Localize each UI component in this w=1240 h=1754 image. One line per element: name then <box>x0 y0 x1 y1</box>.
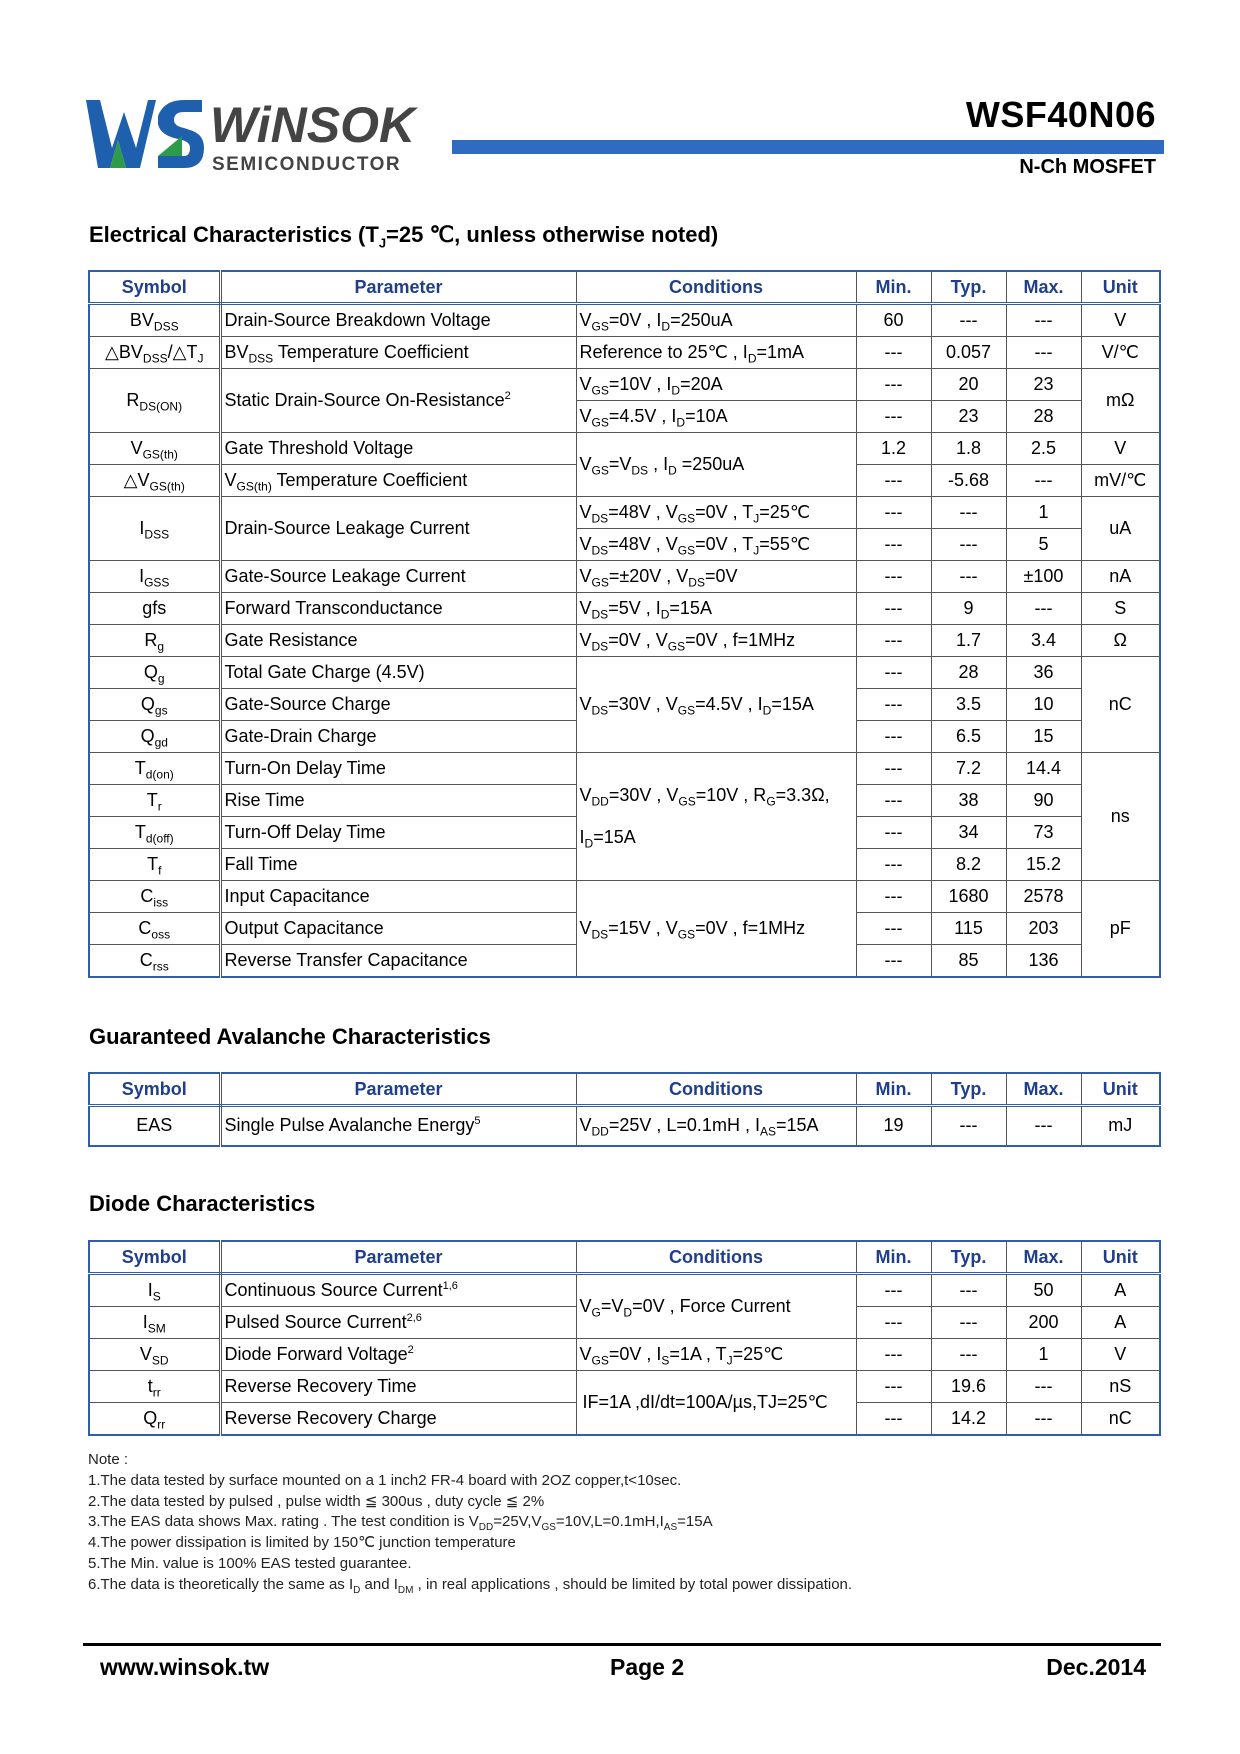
unit-cell: V/℃ <box>1081 337 1160 369</box>
symbol-cell: $C_{rss}$ <box>89 945 220 978</box>
parameter-cell: Reverse Transfer Capacitance <box>220 945 576 978</box>
unit-cell: mV/℃ <box>1081 465 1160 497</box>
conditions-cell: $V_{DS}=48V$ , $V_{GS}=0V$ , $T_J=25℃$ <box>576 497 856 529</box>
max-cell: --- <box>1006 304 1081 337</box>
footer-date: Dec.2014 <box>1046 1654 1146 1680</box>
parameter-cell: Turn-Off Delay Time <box>220 817 576 849</box>
symbol-cell: $R_g$ <box>89 625 220 657</box>
symbol-cell: $T_{d(off)}$ <box>89 817 220 849</box>
max-cell: 50 <box>1006 1274 1081 1307</box>
typ-cell: 7.2 <box>931 753 1006 785</box>
avalanche-table <box>88 1072 1161 1147</box>
symbol-cell: $V_{SD}$ <box>89 1339 220 1371</box>
symbol-cell: $I_{DSS}$ <box>89 497 220 561</box>
max-cell: 36 <box>1006 657 1081 689</box>
avalanche-section-title: Guaranteed Avalanche Characteristics <box>89 1024 491 1049</box>
header-accent-bar <box>452 140 1164 154</box>
parameter-cell: Single Pulse Avalanche Energy$^5$ <box>220 1106 576 1146</box>
min-cell: --- <box>856 497 931 529</box>
typ-cell: 1.7 <box>931 625 1006 657</box>
electrical-table <box>88 270 1161 978</box>
footer-divider <box>83 1643 1161 1646</box>
conditions-cell: Reference to 25℃ , $I_D=1mA$ <box>576 337 856 369</box>
table-row <box>89 497 1160 529</box>
typ-cell: 85 <box>931 945 1006 978</box>
min-cell: --- <box>856 561 931 593</box>
note-5: 5.The Min. value is 100% EAS tested guarantee. <box>88 1554 412 1572</box>
symbol-cell: $V_{GS(th)}$ <box>89 433 220 465</box>
col-parameter: Parameter <box>220 1241 576 1274</box>
typ-cell: -5.68 <box>931 465 1006 497</box>
min-cell: --- <box>856 817 931 849</box>
max-cell: --- <box>1006 1106 1081 1146</box>
min-cell: --- <box>856 337 931 369</box>
unit-cell: A <box>1081 1307 1160 1339</box>
col-max: Max. <box>1006 1241 1081 1274</box>
table-row <box>89 433 1160 465</box>
max-cell: 136 <box>1006 945 1081 978</box>
unit-cell: V <box>1081 1339 1160 1371</box>
min-cell: --- <box>856 945 931 978</box>
table-row <box>89 1106 1160 1146</box>
diode-section-title: Diode Characteristics <box>89 1191 316 1216</box>
parameter-cell: Gate-Source Leakage Current <box>220 561 576 593</box>
conditions-cell: $V_{GS}=0V$ , $I_D=250uA$ <box>576 304 856 337</box>
max-cell: --- <box>1006 593 1081 625</box>
max-cell: 90 <box>1006 785 1081 817</box>
diode-table <box>88 1240 1161 1436</box>
max-cell: 1 <box>1006 1339 1081 1371</box>
table-row <box>89 625 1160 657</box>
footer-website: www.winsok.tw <box>100 1654 270 1680</box>
conditions-cell: $V_{DD}=30V$ , $V_{GS}=10V$ , $R_G=3.3\Omega$, $I_D=15A$ <box>576 753 856 881</box>
typ-cell: 38 <box>931 785 1006 817</box>
table-row <box>89 561 1160 593</box>
conditions-cell: $V_G=V_D=0V$ , Force Current <box>576 1274 856 1339</box>
max-cell: --- <box>1006 465 1081 497</box>
unit-cell: nC <box>1081 1403 1160 1436</box>
parameter-cell: Input Capacitance <box>220 881 576 913</box>
col-min: Min. <box>856 1073 931 1106</box>
conditions-cell: $V_{GS}=10V$ , $I_D=20A$ <box>576 369 856 401</box>
parameter-cell: Fall Time <box>220 849 576 881</box>
symbol-cell: $I_S$ <box>89 1274 220 1307</box>
table-row <box>89 657 1160 689</box>
max-cell: 73 <box>1006 817 1081 849</box>
parameter-cell: Gate Resistance <box>220 625 576 657</box>
table-row <box>89 1274 1160 1307</box>
conditions-cell: $V_{GS}=\pm 20V$ , $V_{DS}=0V$ <box>576 561 856 593</box>
parameter-cell: Gate Threshold Voltage <box>220 433 576 465</box>
table-row <box>89 753 1160 785</box>
unit-cell: mJ <box>1081 1106 1160 1146</box>
symbol-cell: $T_r$ <box>89 785 220 817</box>
max-cell: 28 <box>1006 401 1081 433</box>
unit-cell: V <box>1081 304 1160 337</box>
parameter-cell: Total Gate Charge (4.5V) <box>220 657 576 689</box>
min-cell: --- <box>856 529 931 561</box>
typ-cell: 1.8 <box>931 433 1006 465</box>
table-row <box>89 593 1160 625</box>
unit-cell: ns <box>1081 753 1160 881</box>
table-header-row <box>89 1073 1160 1106</box>
table-row <box>89 881 1160 913</box>
parameter-cell: Static Drain-Source On-Resistance$^2$ <box>220 369 576 433</box>
unit-cell: pF <box>1081 881 1160 978</box>
col-symbol: Symbol <box>89 1241 220 1274</box>
footer-page-number: Page 2 <box>610 1654 685 1680</box>
conditions-cell: $V_{DS}=0V$ , $V_{GS}=0V$ , f=1MHz <box>576 625 856 657</box>
typ-cell: --- <box>931 304 1006 337</box>
unit-cell: V <box>1081 433 1160 465</box>
parameter-cell: Pulsed Source Current$^{2,6}$ <box>220 1307 576 1339</box>
min-cell: --- <box>856 369 931 401</box>
typ-cell: 9 <box>931 593 1006 625</box>
notes-heading: Note : <box>88 1451 129 1468</box>
conditions-cell: $V_{DS}=30V$ , $V_{GS}=4.5V$ , $I_D=15A$ <box>576 657 856 753</box>
typ-cell: --- <box>931 497 1006 529</box>
symbol-cell: $T_f$ <box>89 849 220 881</box>
symbol-cell: $BV_{DSS}$ <box>89 304 220 337</box>
col-unit: Unit <box>1081 271 1160 304</box>
col-max: Max. <box>1006 1073 1081 1106</box>
conditions-cell: $V_{DD}=25V$ , L=0.1mH , $I_{AS}=15A$ <box>576 1106 856 1146</box>
conditions-cell: $V_{DS}=15V$ , $V_{GS}=0V$ , f=1MHz <box>576 881 856 978</box>
col-symbol: Symbol <box>89 1073 220 1106</box>
note-6: 6.The data is theoretically the same as $I_D$ and $I_{DM}$ , in real applications , should be limited by total power dissipation. <box>88 1575 853 1596</box>
parameter-cell: Forward Transconductance <box>220 593 576 625</box>
table-row <box>89 1339 1160 1371</box>
notes-block <box>88 1450 852 1596</box>
parameter-cell: Rise Time <box>220 785 576 817</box>
col-parameter: Parameter <box>220 271 576 304</box>
symbol-cell: $Q_{gd}$ <box>89 721 220 753</box>
min-cell: --- <box>856 625 931 657</box>
logo-name: WiNSOK <box>210 97 416 153</box>
parameter-cell: Drain-Source Breakdown Voltage <box>220 304 576 337</box>
min-cell: --- <box>856 1403 931 1436</box>
symbol-cell: $\triangle V_{GS(th)}$ <box>89 465 220 497</box>
min-cell: --- <box>856 849 931 881</box>
symbol-cell: $Q_{rr}$ <box>89 1403 220 1436</box>
unit-cell: nS <box>1081 1371 1160 1403</box>
max-cell: 2.5 <box>1006 433 1081 465</box>
parameter-cell: Turn-On Delay Time <box>220 753 576 785</box>
min-cell: 60 <box>856 304 931 337</box>
col-parameter: Parameter <box>220 1073 576 1106</box>
min-cell: 1.2 <box>856 433 931 465</box>
symbol-cell: $t_{rr}$ <box>89 1371 220 1403</box>
parameter-cell: Gate-Source Charge <box>220 689 576 721</box>
min-cell: --- <box>856 689 931 721</box>
min-cell: --- <box>856 1274 931 1307</box>
parameter-cell: Output Capacitance <box>220 913 576 945</box>
typ-cell: 1680 <box>931 881 1006 913</box>
col-max: Max. <box>1006 271 1081 304</box>
unit-cell: uA <box>1081 497 1160 561</box>
min-cell: --- <box>856 1339 931 1371</box>
max-cell: 10 <box>1006 689 1081 721</box>
unit-cell: nC <box>1081 657 1160 753</box>
max-cell: 23 <box>1006 369 1081 401</box>
unit-cell: Ω <box>1081 625 1160 657</box>
max-cell: 5 <box>1006 529 1081 561</box>
unit-cell: S <box>1081 593 1160 625</box>
max-cell: 15 <box>1006 721 1081 753</box>
min-cell: --- <box>856 1307 931 1339</box>
min-cell: --- <box>856 753 931 785</box>
max-cell: --- <box>1006 1371 1081 1403</box>
typ-cell: --- <box>931 1307 1006 1339</box>
conditions-cell: $V_{DS}=48V$ , $V_{GS}=0V$ , $T_J=55℃$ <box>576 529 856 561</box>
note-3: 3.The EAS data shows Max. rating . The test condition is $V_{DD}=25V,V_{GS}=10V,L=0.1mH,I_{AS}=15A$ <box>88 1513 713 1534</box>
min-cell: --- <box>856 721 931 753</box>
parameter-cell: Continuous Source Current$^{1,6}$ <box>220 1274 576 1307</box>
max-cell: 3.4 <box>1006 625 1081 657</box>
table-row <box>89 1371 1160 1403</box>
conditions-cell: IF=1A ,dI/dt=100A/µs,TJ=25℃ <box>576 1371 856 1436</box>
parameter-cell: Drain-Source Leakage Current <box>220 497 576 561</box>
typ-cell: 0.057 <box>931 337 1006 369</box>
winsok-logo <box>86 96 448 176</box>
max-cell: 15.2 <box>1006 849 1081 881</box>
parameter-cell: Reverse Recovery Time <box>220 1371 576 1403</box>
col-typ: Typ. <box>931 1073 1006 1106</box>
min-cell: --- <box>856 881 931 913</box>
parameter-cell: Gate-Drain Charge <box>220 721 576 753</box>
col-min: Min. <box>856 271 931 304</box>
max-cell: --- <box>1006 1403 1081 1436</box>
typ-cell: 14.2 <box>931 1403 1006 1436</box>
min-cell: --- <box>856 913 931 945</box>
part-number: WSF40N06 <box>965 94 1156 135</box>
conditions-cell: $V_{GS}=4.5V$ , $I_D=10A$ <box>576 401 856 433</box>
symbol-cell: $I_{GSS}$ <box>89 561 220 593</box>
typ-cell: 34 <box>931 817 1006 849</box>
col-conditions: Conditions <box>576 271 856 304</box>
typ-cell: 23 <box>931 401 1006 433</box>
note-1: 1.The data tested by surface mounted on a 1 inch2 FR-4 board with 2OZ copper,t<10sec. <box>88 1471 682 1489</box>
unit-cell: mΩ <box>1081 369 1160 433</box>
table-header-row <box>89 1241 1160 1274</box>
unit-cell: A <box>1081 1274 1160 1307</box>
typ-cell: --- <box>931 1106 1006 1146</box>
min-cell: 19 <box>856 1106 931 1146</box>
max-cell: 203 <box>1006 913 1081 945</box>
note-2: 2.The data tested by pulsed , pulse width ≦ 300us , duty cycle ≦ 2% <box>88 1492 545 1510</box>
typ-cell: 3.5 <box>931 689 1006 721</box>
symbol-cell: $T_{d(on)}$ <box>89 753 220 785</box>
symbol-cell: $Q_{gs}$ <box>89 689 220 721</box>
col-conditions: Conditions <box>576 1073 856 1106</box>
table-header-row <box>89 271 1160 304</box>
symbol-cell: $C_{iss}$ <box>89 881 220 913</box>
min-cell: --- <box>856 1371 931 1403</box>
col-unit: Unit <box>1081 1073 1160 1106</box>
table-row <box>89 337 1160 369</box>
col-symbol: Symbol <box>89 271 220 304</box>
parameter-cell: Reverse Recovery Charge <box>220 1403 576 1436</box>
typ-cell: 28 <box>931 657 1006 689</box>
col-conditions: Conditions <box>576 1241 856 1274</box>
symbol-cell: EAS <box>89 1106 220 1146</box>
typ-cell: 6.5 <box>931 721 1006 753</box>
symbol-cell: $R_{DS(ON)}$ <box>89 369 220 433</box>
logo-sub: SEMICONDUCTOR <box>212 154 402 175</box>
conditions-cell: $V_{GS}=0V$ , $I_S=1A$ , $T_J=25℃$ <box>576 1339 856 1371</box>
max-cell: --- <box>1006 337 1081 369</box>
symbol-cell: $Q_g$ <box>89 657 220 689</box>
typ-cell: 115 <box>931 913 1006 945</box>
max-cell: ±100 <box>1006 561 1081 593</box>
max-cell: 1 <box>1006 497 1081 529</box>
table-row <box>89 369 1160 401</box>
part-type: N-Ch MOSFET <box>1019 156 1156 178</box>
min-cell: --- <box>856 401 931 433</box>
col-min: Min. <box>856 1241 931 1274</box>
min-cell: --- <box>856 785 931 817</box>
typ-cell: --- <box>931 529 1006 561</box>
table-row <box>89 304 1160 337</box>
symbol-cell: gfs <box>89 593 220 625</box>
col-typ: Typ. <box>931 1241 1006 1274</box>
typ-cell: 19.6 <box>931 1371 1006 1403</box>
symbol-cell: $\triangle BV_{DSS}/\triangle T_J$ <box>89 337 220 369</box>
min-cell: --- <box>856 657 931 689</box>
conditions-cell: $V_{DS}=5V$ , $I_D=15A$ <box>576 593 856 625</box>
typ-cell: --- <box>931 1339 1006 1371</box>
max-cell: 2578 <box>1006 881 1081 913</box>
typ-cell: --- <box>931 1274 1006 1307</box>
note-4: 4.The power dissipation is limited by 150℃ junction temperature <box>88 1534 516 1552</box>
col-typ: Typ. <box>931 271 1006 304</box>
parameter-cell: $V_{GS(th)}$ Temperature Coefficient <box>220 465 576 497</box>
symbol-cell: $I_{SM}$ <box>89 1307 220 1339</box>
typ-cell: 8.2 <box>931 849 1006 881</box>
max-cell: 14.4 <box>1006 753 1081 785</box>
typ-cell: --- <box>931 561 1006 593</box>
col-unit: Unit <box>1081 1241 1160 1274</box>
unit-cell: nA <box>1081 561 1160 593</box>
conditions-cell: $V_{GS}=V_{DS}$ , $I_D =250uA$ <box>576 433 856 497</box>
parameter-cell: Diode Forward Voltage$^2$ <box>220 1339 576 1371</box>
typ-cell: 20 <box>931 369 1006 401</box>
parameter-cell: $BV_{DSS}$ Temperature Coefficient <box>220 337 576 369</box>
max-cell: 200 <box>1006 1307 1081 1339</box>
electrical-section-title: Electrical Characteristics ($T_J=25$ ℃, unless otherwise noted) <box>89 222 719 251</box>
symbol-cell: $C_{oss}$ <box>89 913 220 945</box>
min-cell: --- <box>856 593 931 625</box>
min-cell: --- <box>856 465 931 497</box>
